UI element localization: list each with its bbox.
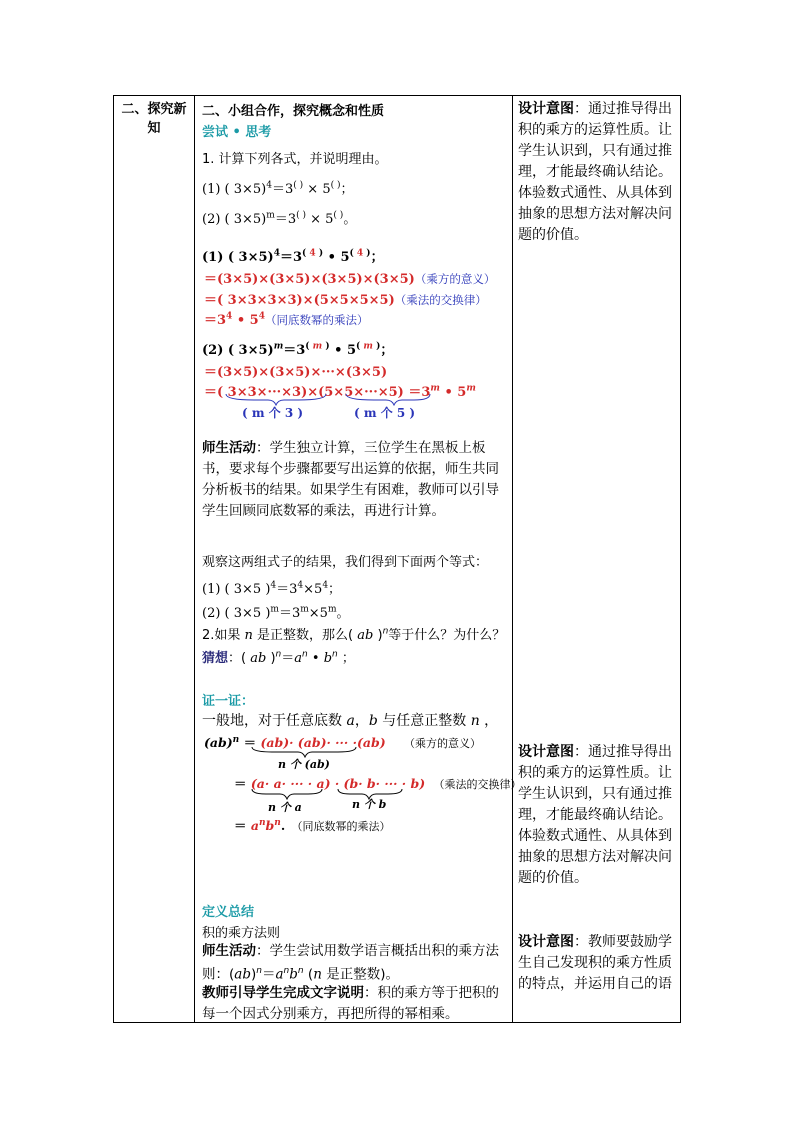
question-1b: (2) ( 3×5)$^m$＝3( ) × 5( )。: [202, 210, 357, 227]
teacher-activity-1: 师生活动：学生独立计算，三位学生在黑板上板书，要求每个步骤都要写出运算的依据，师生共同分析板书的结果。如果学生有困难，教师可以引导学生回顾同底数幂的乘法，再进行计算。: [202, 440, 499, 519]
definition-heading: 定义总结: [202, 905, 255, 920]
brace-label-m3: ( m 个 3 ): [242, 406, 304, 420]
design-intent-1: 设计意图：通过推导得出积的乘方的运算性质。让学生认识到，只有通过推理，才能最终确认结论。体验数式通性、从具体到抽象的思想方法对解决问题的价值。: [518, 101, 672, 243]
solution-1-line-3: ＝( 3×3×3×3)×(5×5×5×5)（乘法的交换律）: [204, 293, 487, 308]
proof-brace-label-3: n 个 b: [352, 798, 387, 811]
rule-name: 积的乘方法则: [202, 926, 281, 941]
solution-1-line-4: $=3^4$ • $5^4$（同底数幂的乘法）: [204, 311, 369, 328]
section-label: 二、探究新 知: [121, 102, 187, 136]
teacher-activity-2: 师生活动：学生尝试用数学语言概括出积的乘方法则：$(ab)^n=a^nb^n$ (n 是正整数)。: [202, 943, 499, 983]
guess-line: 猜想：( ab )$^n=a^n$ • $b^n$ ；: [202, 649, 355, 666]
column-divider-2: [512, 96, 513, 1022]
column-divider-1: [194, 96, 195, 1022]
equation-2: (2) ( 3×5 )$^m=3^m\times 5^m$。: [202, 604, 350, 621]
proof-line-3: ＝ $a^nb^n$. （同底数幂的乘法）: [234, 817, 391, 833]
design-intent-2: 设计意图：通过推导得出积的乘方的运算性质。让学生认识到，只有通过推理，才能最终确认结论。体验数式通性、从具体到抽象的思想方法对解决问题的价值。: [518, 744, 672, 886]
solution-2-line-2: ＝(3×5)×(3×5)×···×(3×5): [204, 365, 388, 380]
prove-intro: 一般地，对于任意底数 a，b 与任意正整数 n ，: [202, 713, 499, 729]
question-1: 1. 计算下列各式，并说明理由。: [202, 152, 388, 167]
proof-brace-label-2: n 个 a: [268, 801, 302, 814]
section-title: 二、小组合作，探究概念和性质: [202, 104, 385, 119]
try-think-heading: 尝试 • 思考: [202, 125, 272, 140]
solution-1-line-2: ＝(3×5)×(3×5)×(3×5)×(3×5)（乘方的意义）: [204, 272, 496, 287]
solution-2-line-1: (2) ( $3\times 5)^m=3^{( m )}$ • $5^{( m )}$；: [202, 341, 394, 358]
equation-1: (1) ( 3×5 )$^4=3^4\times 5^4$；: [202, 580, 342, 597]
lesson-table: [113, 95, 681, 1023]
prove-heading: 证一证：: [202, 694, 255, 709]
design-intent-3: 设计意图：教师要鼓励学生自己发现积的乘方性质的特点，并运用自己的语: [518, 934, 672, 992]
solution-2-line-3: ＝( $3\times 3\times\cdot\cdot\cdot\times 3)\times(5\times 5\times\cdot\cdot\cdot\times 5) =3^m$ • 5$^m$: [204, 383, 476, 400]
brace-label-m5: ( m 个 5 ): [354, 406, 416, 420]
proof-brace-label-1: n 个 (ab): [278, 758, 330, 771]
question-2: 2.如果 n 是正整数，那么( ab )$^n$等于什么？为什么？: [202, 626, 506, 643]
proof-line-2: ＝ (a· a· ··· · a) · (b· b· ··· · b) （乘法的交换律）: [234, 776, 522, 791]
observe-text: 观察这两组式子的结果，我们得到下面两个等式：: [202, 555, 489, 570]
proof-line-1: (ab)$^n$ ＝ (ab)· (ab)· ··· ·(ab) （乘方的意义）: [204, 734, 481, 750]
question-1a: (1) ( 3×5)$^4$＝3( ) × 5( )；: [202, 180, 354, 197]
solution-1-line-1: (1) ( $3\times 5)^4=3^{( 4 )}$ • $5^{( 4 )}$；: [202, 248, 384, 265]
teacher-guide: 教师引导学生完成文字说明：积的乘方等于把积的每一个因式分别乘方，再把所得的幂相乘。: [202, 985, 499, 1022]
